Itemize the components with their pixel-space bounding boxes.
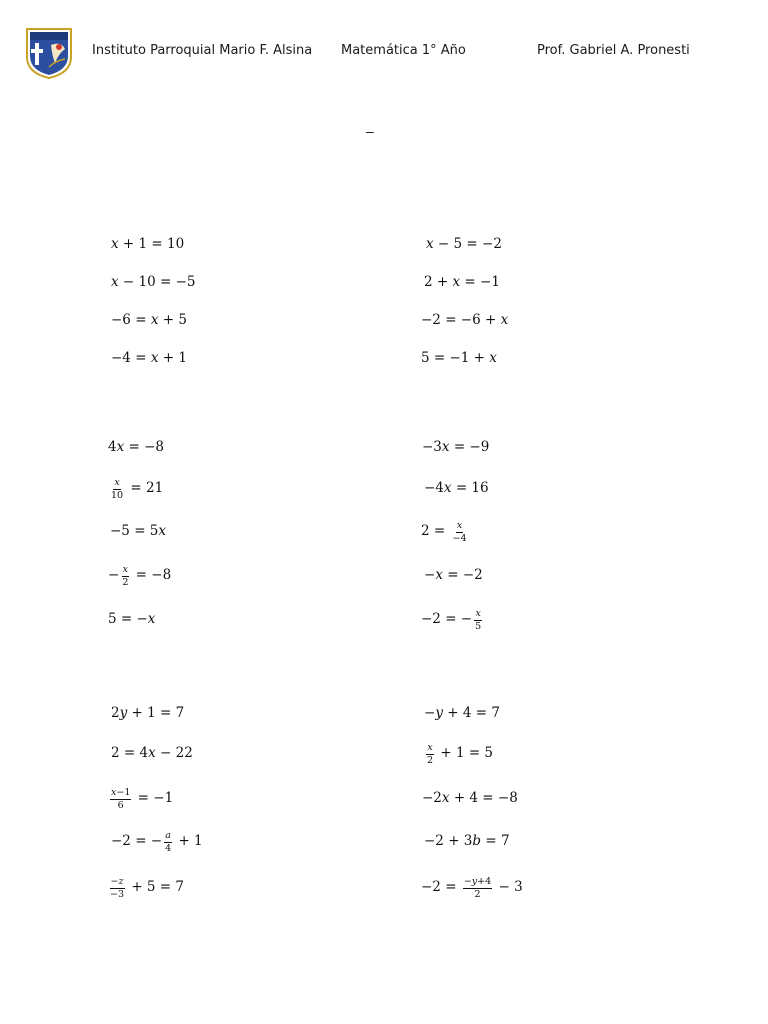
fraction: $\frac{a}{4}$ [165,830,172,854]
equation-3d: −2 = − $\frac{a}{4}$ + 1 [111,830,203,854]
equation-1e: x − 5 = −2 [426,236,502,253]
equation-2f: −3 x = −9 [422,439,490,456]
equation-3g: $\frac{x}{2}$ + 1 = 5 [427,742,494,766]
equation-2b: $\frac{x}{10}$ = 21 [111,477,164,501]
equation-3i: −2 + 3 b = 7 [424,833,510,850]
equation-3c: $\frac{x-1}{6}$ = −1 [111,787,174,811]
fraction: $\frac{x}{10}$ [111,477,124,501]
equation-1a: x + 1 = 10 [111,236,185,253]
equation-2h: 2 = $\frac{x}{-4}$ [421,520,467,544]
institution-name: Instituto Parroquial Mario F. Alsina [92,43,313,58]
equation-3a: 2 y + 1 = 7 [111,705,185,722]
equation-3h: −2 x + 4 = −8 [422,790,518,807]
equation-2c: −5 = 5 x [110,523,167,540]
equation-3f: − y + 4 = 7 [424,705,500,722]
equation-2d: − $\frac{x}{2}$ = −8 [108,564,172,588]
fraction: $\frac{x}{2}$ [122,564,129,588]
teacher-name: Prof. Gabriel A. Pronesti [537,43,690,58]
equation-1d: −4 = x + 1 [111,350,187,367]
title-mark: – [366,123,374,139]
equation-2e: 5 = − x [108,611,156,628]
fraction: $\frac{x}{5}$ [475,608,482,632]
equation-1f: 2 + x = −1 [424,274,500,291]
equation-2g: −4 x = 16 [424,480,489,497]
fraction: $\frac{-y+4}{2}$ [463,876,492,900]
equation-3b: 2 = 4 x − 22 [111,745,193,762]
school-crest-logo [25,27,73,79]
subject-name: Matemática 1° Año [341,43,466,58]
fraction: $\frac{x}{2}$ [427,742,434,766]
fraction: $\frac{-z}{-3}$ [110,876,125,900]
equation-2a: 4 x = −8 [108,439,165,456]
fraction: $\frac{x-1}{6}$ [111,787,131,811]
equation-1g: −2 = −6 + x [421,312,509,329]
equation-3j: −2 = $\frac{-y+4}{2}$ − 3 [421,876,523,900]
equation-1c: −6 = x + 5 [111,312,187,329]
equation-2j: −2 = − $\frac{x}{5}$ [421,608,482,632]
equation-1h: 5 = −1 + x [421,350,497,367]
fraction: $\frac{x}{-4}$ [452,520,467,544]
equation-1b: x − 10 = −5 [111,274,196,291]
equation-2i: − x = −2 [424,567,483,584]
equation-3e: $\frac{-z}{-3}$ + 5 = 7 [110,876,184,900]
